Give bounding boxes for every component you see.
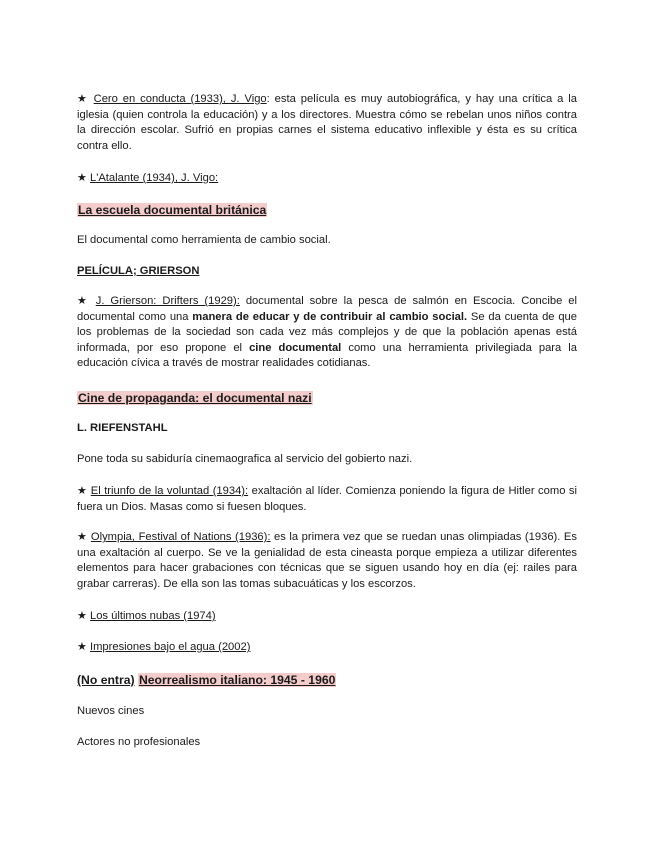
actores-line (77, 735, 577, 751)
film-title-link[interactable]: L'Atalante (1934), J. Vigo: (89, 172, 219, 184)
paragraph-text (77, 609, 577, 625)
escuela-intro (77, 233, 577, 249)
escuela-section-heading (77, 201, 577, 219)
paragraph-text (77, 294, 577, 372)
paragraph-text: Actores no profesionales (77, 736, 201, 748)
paragraph-text: Pone toda su sabiduría cinemaografica al servicio del gobierto nazi. (77, 453, 413, 465)
paragraph-text: Nuevos cines (77, 705, 145, 717)
paragraph-body: como una herramienta privilegiada para la educación cívica a través de mostrar realidades cotidianas. (77, 341, 577, 370)
star-icon: ★ (77, 295, 90, 307)
grierson-paragraph (77, 294, 577, 372)
star-icon: ★ (77, 641, 87, 653)
bold-phrase: cine documental (249, 341, 342, 354)
paragraph-text (77, 640, 577, 656)
paragraph-text (77, 484, 577, 515)
paragraph-text (77, 92, 577, 154)
heading-text: Cine de propaganda: el documental nazi (78, 391, 312, 405)
subheading: L. RIEFENSTAHL (77, 422, 168, 434)
paragraph-body: Se da cuenta de que los problemas de la sociedad son cada vez más complejos y de que la población apenas está informada, por eso propone el (77, 310, 577, 354)
atalante-paragraph (77, 171, 577, 187)
film-title-link[interactable]: El triunfo de la voluntad (1934): (90, 485, 249, 497)
paragraph-text (77, 530, 577, 592)
subheading: PELÍCULA; GRIERSON (77, 265, 200, 277)
star-icon: ★ (77, 172, 87, 184)
paragraph-body: documental sobre la pesca de salmón en Escocia. Concibe el documental como una (77, 295, 577, 323)
paragraph-body: exaltación al líder. Comienza poniendo la figura de Hitler como si fuera un Dios. Masas como si fuesen bloques. (77, 485, 577, 513)
bold-phrase: manera de educar y de contribuir al cambio social. (192, 310, 468, 323)
star-icon: ★ (77, 531, 88, 543)
olympia-paragraph (77, 530, 577, 592)
film-title-link[interactable]: Impresiones bajo el agua (2002) (89, 641, 251, 653)
triunfo-paragraph (77, 484, 577, 515)
riefenstahl-intro (77, 452, 577, 468)
pelicula-grierson-heading (77, 264, 577, 279)
paragraph-text (77, 171, 577, 187)
neorrealismo-section-heading (77, 671, 577, 689)
star-icon: ★ (77, 610, 87, 622)
star-icon: ★ (77, 485, 88, 497)
star-icon: ★ (77, 93, 89, 105)
film-title-link[interactable]: Cero en conducta (1933), J. Vigo (93, 93, 267, 105)
paragraph-text: El documental como herramienta de cambio social. (77, 234, 331, 246)
section-heading (77, 202, 267, 218)
film-title-link[interactable]: Olympia, Festival of Nations (1936): (90, 531, 271, 543)
riefenstahl-heading (77, 421, 577, 436)
paragraph-body: : esta película es muy autobiográfica, y hay una crítica a la iglesia (quien controla la educación) y a los directores. Muestra cómo se rebelan unos niños contra la dirección escolar. Sufrió en propias carnes el sistema educativo inflexible y ésta es su crítica contra ello. (77, 93, 577, 152)
heading-text: La escuela documental británica (78, 203, 267, 217)
heading-text: Neorrealismo italiano: 1945 - 1960 (138, 673, 336, 687)
nuevos-cines-line (77, 704, 577, 720)
cero-en-conducta-paragraph (77, 92, 577, 154)
paragraph-body: es la primera vez que se ruedan unas olimpiadas (1936). Es una exaltación al cuerpo. Se ve la genialidad de esta cineasta porque empieza a utilizar diferentes elementos para hacer grabaciones con técnicas que se siguen usando hoy en día (ej: railes para grabar carreras). De ella son las tomas subacuáticas y los escorzos. (77, 531, 577, 590)
propaganda-section-heading (77, 389, 577, 407)
section-heading (77, 390, 313, 406)
nubas-paragraph (77, 609, 577, 625)
film-title-link[interactable]: Los últimos nubas (1974) (89, 610, 216, 622)
heading-prefix: (No entra) (77, 673, 135, 687)
impresiones-paragraph (77, 640, 577, 656)
section-heading (77, 672, 336, 688)
film-title-link[interactable]: J. Grierson: Drifters (1929): (95, 295, 240, 307)
